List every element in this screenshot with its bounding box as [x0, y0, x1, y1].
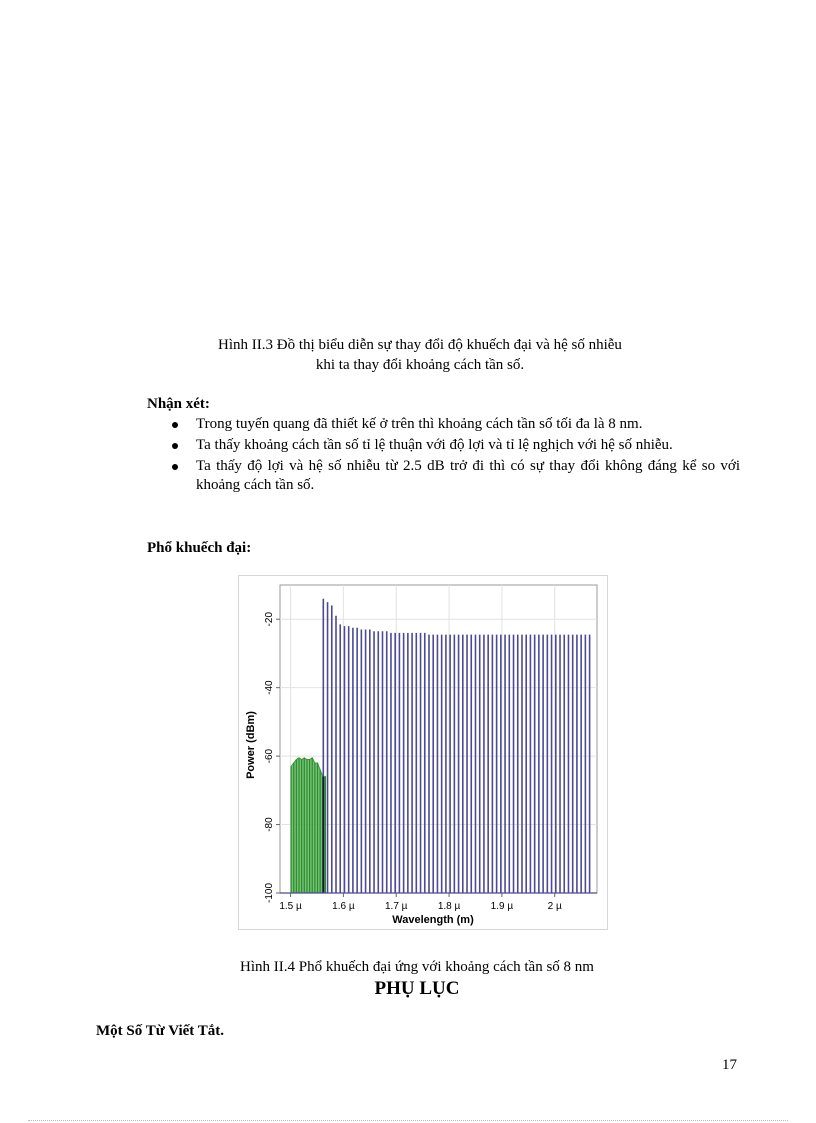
y-axis-label: Power (dBm)	[245, 711, 257, 779]
x-tick-label: 1.8 µ	[437, 901, 461, 912]
x-tick-label: 2 µ	[547, 901, 562, 912]
page-number: 17	[722, 1057, 737, 1073]
remarks-list	[170, 415, 740, 497]
figure-4-caption: Hình II.4 Phổ khuếch đại ứng với khoảng cách tần số 8 nm	[240, 959, 594, 975]
x-tick-label: 1.7 µ	[385, 901, 408, 912]
bullet-icon	[172, 443, 178, 449]
y-tick-label: -60	[264, 748, 275, 764]
figure-3-caption-line2: khi ta thay đổi khoảng cách tần số.	[315, 357, 525, 373]
gain-spectrum-chart	[238, 575, 608, 930]
y-tick-label: -20	[264, 611, 275, 627]
y-tick-label: -100	[264, 882, 275, 904]
list-item	[170, 436, 740, 455]
y-tick-label: -40	[264, 680, 275, 695]
x-tick-label: 1.6 µ	[332, 901, 355, 912]
x-tick-label: 1.9 µ	[490, 901, 514, 912]
figure-3-caption-line1: Hình II.3 Đồ thị biểu diễn sự thay đổi độ khuếch đại và hệ số nhiễu	[218, 337, 622, 353]
list-item	[170, 415, 740, 434]
bullet-icon	[172, 422, 178, 428]
x-tick-label: 1.5 µ	[279, 901, 302, 912]
x-axis-label: Wavelength (m)	[392, 914, 474, 926]
gain-spectrum-heading: Phổ khuếch đại:	[147, 540, 252, 556]
list-item-text: Ta thấy khoảng cách tần số tỉ lệ thuận với độ lợi và tỉ lệ nghịch với hệ số nhiễu.	[196, 437, 673, 453]
page-bottom-divider	[28, 1120, 788, 1121]
bullet-icon	[172, 464, 178, 470]
appendix-title: PHỤ LỤC	[374, 978, 460, 999]
list-item-text: Ta thấy độ lợi và hệ số nhiễu từ 2.5 dB trở đi thì có sự thay đổi không đáng kể so với khoảng cách tần số.	[196, 458, 740, 493]
y-tick-label: -80	[264, 817, 275, 832]
remarks-heading: Nhận xét:	[147, 396, 210, 412]
abbreviations-heading: Một Số Từ Viết Tắt.	[96, 1023, 225, 1039]
list-item	[170, 457, 740, 495]
list-item-text: Trong tuyến quang đã thiết kế ở trên thì khoảng cách tần số tối đa là 8 nm.	[196, 416, 643, 432]
